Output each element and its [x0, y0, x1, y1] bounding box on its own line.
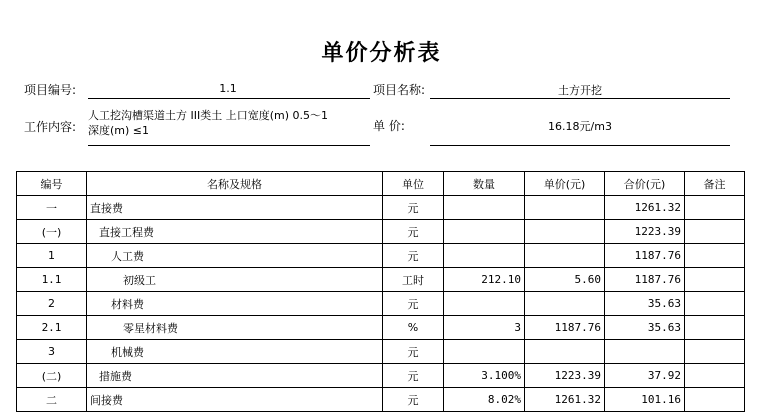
table-row	[17, 292, 745, 316]
project-name-underline	[430, 98, 730, 99]
unit-price-analysis-table	[16, 171, 745, 412]
cell-note	[685, 340, 745, 364]
cell-name: 直接费	[87, 196, 383, 220]
cell-unit: %	[383, 316, 444, 340]
project-code-label: 项目编号:	[24, 83, 77, 97]
work-content-underline	[88, 145, 370, 146]
cell-unit: 元	[383, 340, 444, 364]
cell-name: 直接工程费	[87, 220, 383, 244]
cell-note	[685, 292, 745, 316]
cell-note	[685, 388, 745, 412]
cell-price: 1223.39	[525, 364, 605, 388]
cell-total: 37.92	[605, 364, 685, 388]
cell-qty: 3	[444, 316, 525, 340]
cell-no: 2.1	[17, 316, 87, 340]
column-header-note: 备注	[685, 172, 745, 196]
cell-no: 1.1	[17, 268, 87, 292]
project-name-label: 项目名称:	[373, 83, 426, 97]
cell-no: (二)	[17, 364, 87, 388]
cell-price: 1261.32	[525, 388, 605, 412]
cell-qty	[444, 244, 525, 268]
cell-qty	[444, 196, 525, 220]
cell-price	[525, 196, 605, 220]
cell-note	[685, 364, 745, 388]
cell-name: 初级工	[87, 268, 383, 292]
table-row	[17, 196, 745, 220]
cell-note	[685, 244, 745, 268]
column-header-total: 合价(元)	[605, 172, 685, 196]
cell-total	[605, 340, 685, 364]
cell-total: 1187.76	[605, 244, 685, 268]
cell-unit: 元	[383, 196, 444, 220]
cell-no: 2	[17, 292, 87, 316]
project-code-underline	[88, 98, 370, 99]
cell-price: 5.60	[525, 268, 605, 292]
column-header-price: 单价(元)	[525, 172, 605, 196]
cell-no: (一)	[17, 220, 87, 244]
cell-note	[685, 316, 745, 340]
table-row	[17, 220, 745, 244]
column-header-unit: 单位	[383, 172, 444, 196]
cell-unit: 元	[383, 220, 444, 244]
cell-qty	[444, 292, 525, 316]
cell-total: 35.63	[605, 292, 685, 316]
unit-price-value: 16.18元/m3	[548, 120, 612, 133]
table-row	[17, 388, 745, 412]
cell-name: 措施费	[87, 364, 383, 388]
cell-no: 1	[17, 244, 87, 268]
cell-name: 材料费	[87, 292, 383, 316]
cell-no: 3	[17, 340, 87, 364]
cell-no: 二	[17, 388, 87, 412]
cell-qty	[444, 340, 525, 364]
cell-name: 机械费	[87, 340, 383, 364]
cell-name: 间接费	[87, 388, 383, 412]
cell-unit: 元	[383, 364, 444, 388]
work-content-line2: 深度(m) ≤1	[88, 124, 150, 137]
cell-qty: 3.100%	[444, 364, 525, 388]
cell-name: 人工费	[87, 244, 383, 268]
cell-qty	[444, 220, 525, 244]
cell-note	[685, 196, 745, 220]
cell-total: 1187.76	[605, 268, 685, 292]
work-content-label: 工作内容:	[24, 120, 77, 134]
cell-price	[525, 220, 605, 244]
table-row	[17, 340, 745, 364]
cell-qty: 8.02%	[444, 388, 525, 412]
cell-unit: 元	[383, 388, 444, 412]
unit-price-underline	[430, 145, 730, 146]
cell-price	[525, 340, 605, 364]
cell-unit: 元	[383, 292, 444, 316]
cell-total: 1261.32	[605, 196, 685, 220]
project-code-value: 1.1	[219, 82, 237, 95]
work-content-line1: 人工挖沟槽渠道土方 III类土 上口宽度(m) 0.5～1	[88, 109, 329, 122]
table-row	[17, 268, 745, 292]
cell-price	[525, 292, 605, 316]
table-header-row	[17, 172, 745, 196]
cell-qty: 212.10	[444, 268, 525, 292]
cell-note	[685, 268, 745, 292]
column-header-qty: 数量	[444, 172, 525, 196]
cell-total: 35.63	[605, 316, 685, 340]
cell-unit: 工时	[383, 268, 444, 292]
project-name-value: 土方开挖	[558, 84, 602, 97]
table-row	[17, 316, 745, 340]
cell-total: 101.16	[605, 388, 685, 412]
table-row	[17, 244, 745, 268]
table-row	[17, 364, 745, 388]
page-title: 单价分析表	[321, 40, 442, 66]
cell-unit: 元	[383, 244, 444, 268]
cell-note	[685, 220, 745, 244]
cell-total: 1223.39	[605, 220, 685, 244]
column-header-name: 名称及规格	[87, 172, 383, 196]
column-header-no: 编号	[17, 172, 87, 196]
cell-price	[525, 244, 605, 268]
unit-price-label: 单 价:	[373, 119, 405, 133]
cell-name: 零星材料费	[87, 316, 383, 340]
cell-price: 1187.76	[525, 316, 605, 340]
cell-no: 一	[17, 196, 87, 220]
